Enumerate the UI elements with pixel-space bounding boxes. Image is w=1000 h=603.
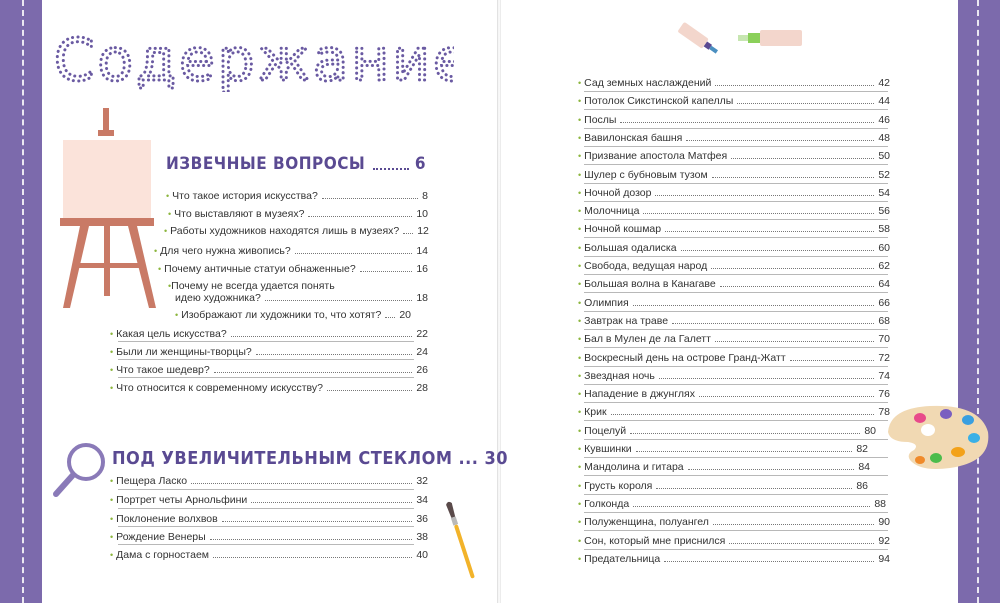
toc-item[interactable] <box>578 441 868 455</box>
toc-item[interactable] <box>110 529 428 543</box>
left-stitch <box>22 0 24 603</box>
toc-item[interactable] <box>110 547 428 561</box>
toc-item-page: 52 <box>878 168 890 181</box>
leader <box>659 378 874 379</box>
toc-item[interactable] <box>578 203 890 217</box>
toc-item-title: Шулер с бубновым тузом <box>584 168 708 181</box>
toc-item-title: Изображают ли художники то, что хотят? <box>181 309 382 321</box>
toc-item[interactable] <box>110 326 428 340</box>
leader <box>265 300 412 301</box>
divider <box>118 526 414 527</box>
toc-item-page: 64 <box>878 278 890 291</box>
leader <box>715 341 874 342</box>
toc-item[interactable] <box>110 380 428 394</box>
leader <box>385 317 395 318</box>
toc-item-title: Что относится к современному искусству? <box>116 382 323 394</box>
toc-item[interactable] <box>578 148 890 162</box>
bullet-icon: • <box>578 334 582 345</box>
toc-item-page: 42 <box>878 77 890 89</box>
toc-item-page: 40 <box>416 549 428 561</box>
bullet-icon: • <box>110 365 114 375</box>
toc-item-page: 62 <box>878 260 890 272</box>
bullet-icon: • <box>110 514 114 524</box>
toc-item[interactable] <box>110 492 428 506</box>
toc-item[interactable] <box>578 533 890 547</box>
toc-item[interactable] <box>578 221 890 235</box>
bullet-icon: • <box>578 389 582 400</box>
toc-item-title: Потолок Сикстинской капеллы <box>584 95 734 108</box>
bullet-icon: • <box>578 279 582 290</box>
toc-item[interactable] <box>578 167 890 181</box>
toc-item-title: Завтрак на траве <box>584 314 669 327</box>
toc-item[interactable] <box>578 404 890 418</box>
leader <box>633 305 875 306</box>
leader <box>308 216 412 217</box>
bullet-icon: • <box>578 169 582 180</box>
toc-item[interactable] <box>578 331 890 345</box>
divider <box>584 292 888 293</box>
leader <box>636 451 853 452</box>
leader <box>731 158 874 159</box>
toc-item-page: 34 <box>416 494 428 506</box>
toc-item-title: Воскресный день на острове Гранд-Жатт <box>584 351 786 364</box>
bullet-icon: • <box>578 462 582 473</box>
bullet-icon: • <box>168 281 172 291</box>
section-heading-2[interactable] <box>112 448 508 469</box>
toc-item-continued[interactable] <box>175 290 428 304</box>
toc-item[interactable] <box>578 295 890 309</box>
section-heading-2-text: ПОД УВЕЛИЧИТЕЛЬНЫМ СТЕКЛОМ <box>112 448 453 469</box>
toc-item-page: 74 <box>878 369 890 382</box>
toc-item-title-line1: Почему не всегда удается понять <box>171 280 335 292</box>
toc-item-title: Рождение Венеры <box>116 531 206 543</box>
divider <box>118 377 414 378</box>
bullet-icon: • <box>578 370 582 381</box>
page-title <box>54 30 454 92</box>
toc-item-page: 26 <box>416 364 428 376</box>
toc-item-page: 80 <box>864 424 876 437</box>
divider <box>584 237 888 238</box>
bullet-icon: • <box>578 407 582 418</box>
divider <box>584 219 888 220</box>
toc-item-title: Большая волна в Канагаве <box>584 278 716 291</box>
bullet-icon: • <box>578 132 582 143</box>
bullet-icon: • <box>578 352 582 363</box>
toc-item-title: Пещера Ласко <box>116 475 188 487</box>
divider <box>118 508 414 509</box>
leader <box>231 336 413 337</box>
divider <box>584 512 888 513</box>
toc-item-title: Дама с горностаем <box>116 549 210 561</box>
toc-item[interactable] <box>578 276 890 290</box>
toc-item-title: Грусть короля <box>584 479 653 492</box>
bullet-icon: • <box>154 246 158 256</box>
divider <box>118 341 414 342</box>
leader <box>630 433 860 434</box>
bullet-icon: • <box>158 264 162 274</box>
divider <box>584 256 888 257</box>
leader <box>686 140 874 141</box>
leader <box>210 539 413 540</box>
leader <box>688 469 855 470</box>
toc-item[interactable] <box>578 240 890 254</box>
bullet-icon: • <box>110 532 114 542</box>
toc-item[interactable] <box>578 112 890 126</box>
toc-item-title: Сон, который мне приснился <box>584 534 726 547</box>
leader <box>664 561 874 562</box>
section-heading-2-page: 30 <box>484 448 508 469</box>
leader <box>720 286 875 287</box>
leader <box>611 414 875 415</box>
toc-item-title: Вавилонская башня <box>584 131 683 144</box>
leader <box>360 271 413 272</box>
bullet-icon: • <box>578 261 582 271</box>
toc-item[interactable] <box>578 93 890 107</box>
leader <box>713 524 874 525</box>
divider <box>584 109 888 110</box>
toc-item-page: 94 <box>878 552 890 565</box>
toc-item-title: Полуженщина, полуангел <box>584 516 709 529</box>
magnifier-icon <box>50 440 110 500</box>
toc-item-page: 8 <box>422 190 428 202</box>
page-title-text: Содержание <box>54 30 454 92</box>
toc-item-title: Работы художников находятся лишь в музеях? <box>170 225 400 237</box>
bullet-icon: • <box>175 310 179 320</box>
divider <box>584 201 888 202</box>
toc-item[interactable] <box>578 313 890 327</box>
toc-item-title: Призвание апостола Матфея <box>584 150 728 163</box>
leader <box>213 557 412 558</box>
toc-item[interactable] <box>110 511 428 525</box>
bullet-icon: • <box>578 114 582 125</box>
bullet-icon: • <box>578 78 582 88</box>
bullet-icon: • <box>110 476 114 486</box>
paintbrush-icon <box>446 500 476 582</box>
divider <box>584 274 888 275</box>
palette-icon <box>880 402 992 474</box>
toc-item-title: Крик <box>584 406 607 419</box>
toc-item-page: 84 <box>858 461 870 474</box>
section-heading-1-leader <box>373 168 409 170</box>
toc-item-title: Портрет четы Арнольфини <box>116 494 248 506</box>
bullet-icon: • <box>578 315 582 326</box>
leader <box>699 396 874 397</box>
leader <box>222 521 413 522</box>
divider <box>584 366 888 367</box>
bullet-icon: • <box>166 191 170 201</box>
bullet-icon: • <box>578 553 582 564</box>
toc-item-title: Свобода, ведущая народ <box>584 260 708 272</box>
bullet-icon: • <box>164 226 168 236</box>
toc-item[interactable] <box>158 261 428 275</box>
toc-item-title: Что выставляют в музеях? <box>174 208 305 220</box>
toc-item-page: 58 <box>878 223 890 236</box>
toc-item[interactable] <box>110 362 428 376</box>
divider <box>584 128 888 129</box>
toc-item-title: Молочница <box>584 205 640 218</box>
right-stitch <box>977 0 979 603</box>
toc-item-page: 66 <box>878 296 890 309</box>
section-heading-2-leader: ... <box>458 448 479 469</box>
toc-item[interactable] <box>578 258 890 272</box>
toc-item-title: Что такое история искусства? <box>172 190 318 202</box>
toc-item-title: Кувшинки <box>584 443 632 455</box>
bullet-icon: • <box>578 535 582 546</box>
toc-item-title: Ночной кошмар <box>584 223 662 236</box>
bullet-icon: • <box>578 444 582 454</box>
toc-item-page: 32 <box>416 475 428 487</box>
divider <box>584 164 888 165</box>
section-heading-1-text: ИЗВЕЧНЫЕ ВОПРОСЫ <box>166 154 366 174</box>
toc-item-title: Предательница <box>584 552 661 565</box>
toc-item[interactable] <box>578 496 886 510</box>
toc-item-page: 16 <box>416 263 428 275</box>
bullet-icon: • <box>578 425 582 436</box>
leader <box>790 360 875 361</box>
leader <box>715 85 874 86</box>
toc-item-title: Были ли женщины-творцы? <box>116 346 252 358</box>
leader <box>737 103 874 104</box>
toc-item-title: Почему античные статуи обнаженные? <box>164 263 356 275</box>
bullet-icon: • <box>578 206 582 217</box>
toc-item-title-line2: идею художника? <box>175 292 261 304</box>
leader <box>672 323 874 324</box>
divider <box>584 183 888 184</box>
toc-item-page: 86 <box>856 479 868 492</box>
leader <box>655 195 874 196</box>
leader <box>681 250 875 251</box>
toc-item[interactable] <box>578 185 890 199</box>
toc-item[interactable] <box>578 130 890 144</box>
bullet-icon: • <box>168 209 172 219</box>
toc-item-page: 18 <box>416 292 428 304</box>
leader <box>403 233 413 234</box>
toc-item-page: 92 <box>878 534 890 547</box>
toc-item-page: 68 <box>878 314 890 327</box>
book-gutter <box>497 0 501 603</box>
divider <box>584 311 888 312</box>
toc-item-title: Голконда <box>584 497 630 510</box>
paint-tubes-icon <box>670 18 805 60</box>
divider <box>584 347 888 348</box>
toc-item-title: Поклонение волхвов <box>116 513 218 525</box>
toc-item-page: 12 <box>417 225 429 237</box>
leader <box>656 488 852 489</box>
toc-item-title: Мандолина и гитара <box>584 461 684 474</box>
bullet-icon: • <box>578 96 582 107</box>
toc-item-page: 44 <box>878 95 890 108</box>
section-heading-1-page: 6 <box>414 154 426 174</box>
divider <box>584 91 888 92</box>
divider <box>584 146 888 147</box>
toc-item-page: 22 <box>416 328 428 340</box>
toc-item-title: Что такое шедевр? <box>116 364 210 376</box>
toc-item-title: Какая цель искусства? <box>116 328 227 340</box>
toc-item-title: Для чего нужна живопись? <box>160 245 291 257</box>
toc-item-page: 70 <box>878 333 890 346</box>
leader <box>711 268 874 269</box>
divider <box>584 475 888 476</box>
toc-item-title: Нападение в джунглях <box>584 388 695 401</box>
toc-item[interactable] <box>578 368 890 382</box>
toc-item-title: Поцелуй <box>584 424 627 437</box>
toc-item-title: Звездная ночь <box>584 369 655 382</box>
toc-item[interactable] <box>578 75 890 89</box>
toc-item[interactable] <box>578 350 890 364</box>
toc-item-page: 76 <box>878 388 890 401</box>
bullet-icon: • <box>110 550 114 560</box>
toc-item-title: Ночной дозор <box>584 186 652 199</box>
divider <box>118 359 414 360</box>
divider <box>584 494 888 495</box>
toc-item-page: 14 <box>416 245 428 257</box>
leader <box>633 506 870 507</box>
toc-item-page: 50 <box>878 150 890 163</box>
section-heading-1[interactable] <box>166 154 426 174</box>
leader <box>643 213 874 214</box>
bullet-icon: • <box>578 297 582 308</box>
toc-item[interactable] <box>578 478 868 492</box>
divider <box>584 530 888 531</box>
leader <box>327 390 412 391</box>
divider <box>584 329 888 330</box>
toc-item[interactable] <box>578 423 876 437</box>
toc-item-page: 90 <box>878 516 890 529</box>
toc-item[interactable] <box>578 514 890 528</box>
toc-item-page: 78 <box>878 406 890 419</box>
toc-item-page: 88 <box>874 497 886 510</box>
bullet-icon: • <box>110 347 114 357</box>
toc-item-title: Послы <box>584 113 617 126</box>
toc-item-page: 82 <box>856 443 868 455</box>
toc-item-title: Сад земных наслаждений <box>584 77 712 89</box>
toc-item-page: 60 <box>878 241 890 254</box>
toc-item-page: 24 <box>416 346 428 358</box>
bullet-icon: • <box>578 187 582 198</box>
divider <box>584 420 888 421</box>
toc-item[interactable] <box>154 243 428 257</box>
leader <box>251 502 412 503</box>
toc-item-title: Олимпия <box>584 296 629 309</box>
toc-item-page: 54 <box>878 186 890 199</box>
toc-item[interactable] <box>110 473 428 487</box>
bullet-icon: • <box>578 480 582 491</box>
toc-item[interactable] <box>578 386 890 400</box>
divider <box>584 384 888 385</box>
divider <box>584 457 888 458</box>
bullet-icon: • <box>578 517 582 528</box>
bullet-icon: • <box>578 151 582 162</box>
toc-item-page: 36 <box>416 513 428 525</box>
toc-item-page: 28 <box>416 382 428 394</box>
toc-item[interactable] <box>578 459 870 473</box>
divider <box>584 402 888 403</box>
toc-item-page: 48 <box>878 131 890 144</box>
toc-item[interactable] <box>578 551 890 565</box>
bullet-icon: • <box>110 495 114 505</box>
toc-item-title: Большая одалиска <box>584 241 677 254</box>
toc-item-page: 56 <box>878 205 890 218</box>
toc-item[interactable] <box>168 206 428 220</box>
leader <box>214 372 413 373</box>
leader <box>712 177 875 178</box>
bullet-icon: • <box>110 383 114 393</box>
bullet-icon: • <box>110 329 114 339</box>
easel-icon <box>60 108 160 313</box>
toc-item-title: Бал в Мулен де ла Галетт <box>584 333 711 346</box>
divider <box>118 544 414 545</box>
toc-item-page: 10 <box>416 208 428 220</box>
divider <box>584 439 888 440</box>
toc-item-page: 72 <box>878 351 890 364</box>
divider <box>584 549 888 550</box>
toc-item-page: 20 <box>399 309 411 321</box>
bullet-icon: • <box>578 498 582 509</box>
toc-item[interactable] <box>164 223 429 237</box>
bullet-icon: • <box>578 224 582 235</box>
leader <box>665 231 874 232</box>
toc-item-page: 46 <box>878 113 890 126</box>
leader <box>191 483 412 484</box>
toc-item[interactable] <box>110 344 428 358</box>
toc-item[interactable] <box>175 307 410 321</box>
toc-item-page: 38 <box>416 531 428 543</box>
toc-item[interactable] <box>166 188 428 202</box>
leader <box>256 354 413 355</box>
leader <box>322 198 418 199</box>
leader <box>729 543 874 544</box>
leader <box>295 253 413 254</box>
leader <box>620 122 874 123</box>
divider <box>118 489 414 490</box>
bullet-icon: • <box>578 242 582 253</box>
